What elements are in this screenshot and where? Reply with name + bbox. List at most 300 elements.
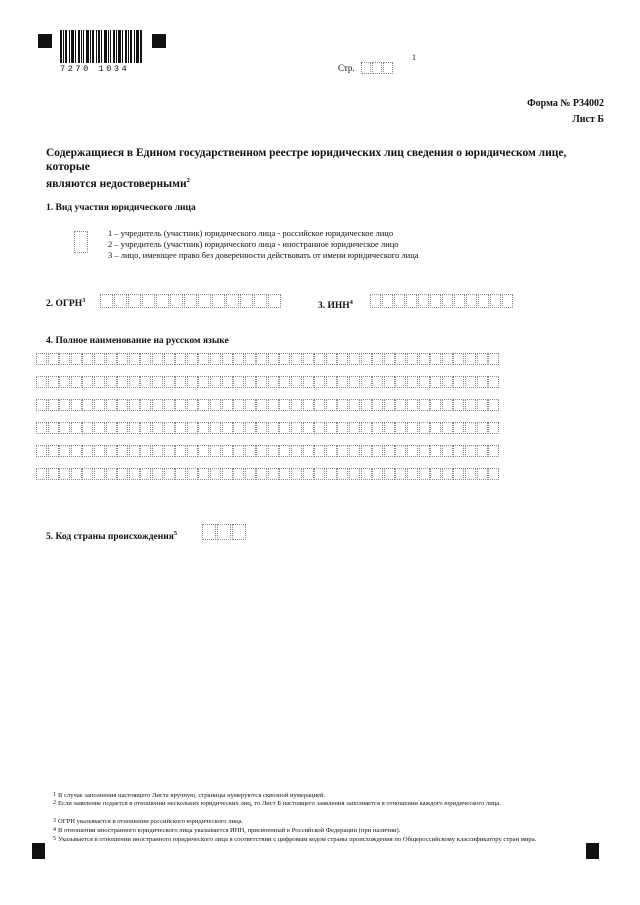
name-grid-cell[interactable]	[117, 422, 128, 434]
name-grid-cell[interactable]	[372, 376, 383, 388]
ogrn-cells[interactable]	[100, 294, 282, 308]
name-grid-cell[interactable]	[210, 445, 221, 457]
name-grid-cell[interactable]	[442, 445, 453, 457]
name-grid-cell[interactable]	[326, 422, 337, 434]
footnote-number: 5	[53, 836, 56, 842]
name-grid-cell[interactable]	[187, 399, 198, 411]
footnote	[53, 836, 588, 845]
name-grid-cell[interactable]	[465, 445, 476, 457]
name-grid-cell[interactable]	[187, 376, 198, 388]
name-grid-cell[interactable]	[384, 422, 395, 434]
inn-cell[interactable]	[406, 294, 417, 308]
name-grid-cell[interactable]	[407, 422, 418, 434]
name-grid-cell[interactable]	[187, 445, 198, 457]
inn-cell[interactable]	[454, 294, 465, 308]
ogrn-cell[interactable]	[184, 294, 197, 308]
ogrn-cell[interactable]	[198, 294, 211, 308]
name-grid-cell[interactable]	[268, 399, 279, 411]
name-grid-cell[interactable]	[349, 422, 360, 434]
country-code-cell[interactable]	[232, 524, 246, 540]
name-grid-cell[interactable]	[222, 422, 233, 434]
name-grid-cell[interactable]	[152, 422, 163, 434]
inn-cell[interactable]	[502, 294, 513, 308]
name-grid-cell[interactable]	[48, 445, 59, 457]
name-grid-cell[interactable]	[419, 422, 430, 434]
name-grid-cell[interactable]	[222, 468, 233, 480]
page-number-cells[interactable]	[361, 62, 394, 74]
name-grid-cell[interactable]	[268, 468, 279, 480]
ogrn-cell[interactable]	[100, 294, 113, 308]
name-grid-cell[interactable]	[198, 445, 209, 457]
name-grid-cell[interactable]	[82, 399, 93, 411]
name-grid-cell[interactable]	[140, 422, 151, 434]
name-grid-cell[interactable]	[268, 422, 279, 434]
name-grid-cell[interactable]	[233, 422, 244, 434]
registration-marker-bottom-right	[586, 843, 599, 859]
inn-cell[interactable]	[394, 294, 405, 308]
name-grid-row	[36, 353, 500, 365]
name-grid-cell[interactable]	[59, 422, 70, 434]
name-grid-cell[interactable]	[407, 468, 418, 480]
inn-cell[interactable]	[466, 294, 477, 308]
name-grid-cell[interactable]	[384, 399, 395, 411]
name-grid-cell[interactable]	[314, 399, 325, 411]
name-grid-cell[interactable]	[303, 422, 314, 434]
name-grid-cell[interactable]	[349, 399, 360, 411]
footnote-number: 4	[53, 827, 56, 833]
name-grid-cell[interactable]	[71, 468, 82, 480]
name-grid-cell[interactable]	[395, 422, 406, 434]
name-grid-cell[interactable]	[187, 353, 198, 365]
name-grid-cell[interactable]	[71, 422, 82, 434]
name-grid-cell[interactable]	[256, 422, 267, 434]
name-grid-cell[interactable]	[395, 353, 406, 365]
name-grid-cell[interactable]	[430, 399, 441, 411]
name-grid-cell[interactable]	[256, 445, 267, 457]
ogrn-cell[interactable]	[226, 294, 239, 308]
name-grid-cell[interactable]	[71, 353, 82, 365]
name-grid-cell[interactable]	[337, 353, 348, 365]
name-grid-cell[interactable]	[152, 468, 163, 480]
name-grid-cell[interactable]	[314, 376, 325, 388]
name-grid-cell[interactable]	[222, 376, 233, 388]
name-grid-cell[interactable]	[419, 445, 430, 457]
option-2: 2 – учредитель (участник) юридического лица - иностранное юридическое лицо	[108, 239, 399, 249]
name-grid-cell[interactable]	[36, 422, 47, 434]
section1-heading: 1. Вид участия юридического лица	[46, 203, 196, 213]
name-grid-cell[interactable]	[210, 399, 221, 411]
name-grid-cell[interactable]	[303, 376, 314, 388]
name-grid-cell[interactable]	[279, 376, 290, 388]
name-grid-cell[interactable]	[453, 468, 464, 480]
page-cell[interactable]	[372, 62, 382, 74]
ogrn-cell[interactable]	[268, 294, 281, 308]
name-grid-cell[interactable]	[245, 445, 256, 457]
name-grid-cell[interactable]	[291, 353, 302, 365]
ogrn-cell[interactable]	[170, 294, 183, 308]
name-grid-cell[interactable]	[245, 468, 256, 480]
ogrn-cell[interactable]	[114, 294, 127, 308]
name-grid-cell[interactable]	[71, 399, 82, 411]
name-grid-cell[interactable]	[140, 468, 151, 480]
page-label: Стр.	[338, 63, 355, 73]
name-grid-cell[interactable]	[222, 399, 233, 411]
name-grid-cell[interactable]	[175, 376, 186, 388]
name-grid-cell[interactable]	[94, 399, 105, 411]
name-grid-cell[interactable]	[372, 445, 383, 457]
name-grid-cell[interactable]	[488, 445, 499, 457]
name-grid-cell[interactable]	[326, 468, 337, 480]
country-code-label-wrap	[46, 530, 177, 542]
name-grid-cell[interactable]	[291, 468, 302, 480]
country-code-cell[interactable]	[217, 524, 231, 540]
ogrn-cell[interactable]	[128, 294, 141, 308]
name-grid-cell[interactable]	[117, 445, 128, 457]
name-grid-cell[interactable]	[442, 353, 453, 365]
name-grid-cell[interactable]	[175, 422, 186, 434]
name-grid-cell[interactable]	[279, 353, 290, 365]
name-grid-cell[interactable]	[314, 422, 325, 434]
name-grid-cell[interactable]	[175, 445, 186, 457]
name-grid-cell[interactable]	[488, 468, 499, 480]
name-grid-cell[interactable]	[152, 353, 163, 365]
name-grid-cell[interactable]	[326, 353, 337, 365]
page-cell[interactable]	[383, 62, 393, 74]
page-cell[interactable]	[361, 62, 371, 74]
name-grid-cell[interactable]	[222, 353, 233, 365]
name-grid-cell[interactable]	[279, 399, 290, 411]
name-grid-cell[interactable]	[291, 376, 302, 388]
name-grid-cell[interactable]	[488, 376, 499, 388]
name-grid-cell[interactable]	[59, 376, 70, 388]
name-grid-cell[interactable]	[349, 353, 360, 365]
name-grid-cell[interactable]	[361, 468, 372, 480]
name-grid-cell[interactable]	[198, 399, 209, 411]
name-grid-cell[interactable]	[465, 468, 476, 480]
name-grid-cell[interactable]	[419, 376, 430, 388]
name-grid-cell[interactable]	[395, 445, 406, 457]
name-grid-cell[interactable]	[477, 422, 488, 434]
name-grid-cell[interactable]	[465, 376, 476, 388]
name-grid-cell[interactable]	[164, 468, 175, 480]
name-grid-cell[interactable]	[175, 399, 186, 411]
name-grid-cell[interactable]	[430, 376, 441, 388]
form-name: Форма № Р34002	[527, 98, 604, 109]
name-grid-cell[interactable]	[361, 445, 372, 457]
name-grid-cell[interactable]	[94, 422, 105, 434]
name-grid-cell[interactable]	[395, 376, 406, 388]
name-grid-cell[interactable]	[361, 376, 372, 388]
name-grid-cell[interactable]	[349, 445, 360, 457]
name-grid-cell[interactable]	[152, 399, 163, 411]
name-grid-cell[interactable]	[140, 399, 151, 411]
inn-cells[interactable]	[370, 294, 514, 308]
name-grid-cell[interactable]	[326, 445, 337, 457]
name-grid-cell[interactable]	[106, 353, 117, 365]
name-grid-cell[interactable]	[233, 376, 244, 388]
country-code-cell[interactable]	[202, 524, 216, 540]
name-grid-cell[interactable]	[210, 422, 221, 434]
ogrn-footnote-mark: 3	[82, 297, 86, 304]
title-line-2: являются недостоверными	[46, 177, 187, 190]
name-grid-cell[interactable]	[384, 468, 395, 480]
name-grid-cell[interactable]	[430, 353, 441, 365]
name-grid-cell[interactable]	[140, 376, 151, 388]
name-grid-cell[interactable]	[279, 468, 290, 480]
name-grid-cell[interactable]	[36, 445, 47, 457]
name-grid-cell[interactable]	[140, 353, 151, 365]
participation-type-cell[interactable]	[74, 231, 89, 253]
ogrn-cell[interactable]	[254, 294, 267, 308]
name-grid-cell[interactable]	[152, 445, 163, 457]
name-grid-cell[interactable]	[106, 422, 117, 434]
name-grid-cell[interactable]	[117, 468, 128, 480]
name-grid-cell[interactable]	[48, 376, 59, 388]
name-grid-cell[interactable]	[36, 399, 47, 411]
name-grid-cell[interactable]	[256, 376, 267, 388]
name-grid-cell[interactable]	[453, 422, 464, 434]
name-grid-cell[interactable]	[477, 468, 488, 480]
name-grid-cell[interactable]	[430, 468, 441, 480]
name-grid-cell[interactable]	[129, 376, 140, 388]
name-grid-row	[36, 399, 500, 411]
name-grid-cell[interactable]	[48, 422, 59, 434]
name-grid-cell[interactable]	[198, 376, 209, 388]
name-grid-cell[interactable]	[210, 468, 221, 480]
name-grid-cell[interactable]	[36, 468, 47, 480]
name-grid-cell[interactable]	[407, 399, 418, 411]
name-grid-cell[interactable]	[419, 468, 430, 480]
name-grid-cell[interactable]	[117, 399, 128, 411]
name-grid-cell[interactable]	[291, 399, 302, 411]
name-grid-cell[interactable]	[164, 399, 175, 411]
name-grid-cell[interactable]	[477, 399, 488, 411]
name-grid-cell[interactable]	[303, 445, 314, 457]
name-grid-cell[interactable]	[233, 399, 244, 411]
title-line-1: Содержащиеся в Едином государственном реестре юридических лиц сведения о юридическом лице, которые	[46, 147, 567, 173]
footnote-text: Указывается в отношении иностранного юридического лица в соответствии с цифровым кодом страны происхождения по Общероссийскому классификатору стран мира.	[58, 836, 537, 843]
name-grid-cell[interactable]	[488, 422, 499, 434]
name-grid-cell[interactable]	[384, 445, 395, 457]
name-grid-cell[interactable]	[453, 376, 464, 388]
name-grid-cell[interactable]	[477, 376, 488, 388]
name-grid-cell[interactable]	[59, 399, 70, 411]
name-grid-cell[interactable]	[82, 353, 93, 365]
name-grid-cell[interactable]	[117, 353, 128, 365]
country-code-cells[interactable]	[202, 524, 247, 540]
name-grid-cell[interactable]	[372, 353, 383, 365]
name-grid-cell[interactable]	[349, 468, 360, 480]
name-grid-cell[interactable]	[152, 376, 163, 388]
name-grid-cell[interactable]	[82, 468, 93, 480]
name-grid-cell[interactable]	[430, 422, 441, 434]
name-grid-cell[interactable]	[106, 468, 117, 480]
name-grid-cell[interactable]	[164, 353, 175, 365]
name-grid-cell[interactable]	[256, 353, 267, 365]
footnote	[53, 800, 588, 809]
name-grid-cell[interactable]	[106, 399, 117, 411]
name-grid-cell[interactable]	[48, 353, 59, 365]
option-1: 1 – учредитель (участник) юридического лица - российское юридическое лицо	[108, 228, 394, 238]
name-grid-cell[interactable]	[279, 445, 290, 457]
ogrn-cell[interactable]	[156, 294, 169, 308]
name-grid-cell[interactable]	[129, 422, 140, 434]
ogrn-cell[interactable]	[240, 294, 253, 308]
name-grid-cell[interactable]	[361, 399, 372, 411]
name-grid-cell[interactable]	[407, 353, 418, 365]
name-grid-cell[interactable]	[233, 445, 244, 457]
inn-cell[interactable]	[478, 294, 489, 308]
name-grid-cell[interactable]	[71, 445, 82, 457]
page-number-field	[338, 62, 394, 74]
name-grid-cell[interactable]	[384, 353, 395, 365]
inn-cell[interactable]	[370, 294, 381, 308]
name-grid-cell[interactable]	[488, 399, 499, 411]
name-grid-cell[interactable]	[419, 353, 430, 365]
inn-footnote-mark: 4	[349, 299, 353, 306]
name-grid-cell[interactable]	[48, 399, 59, 411]
name-grid-cell[interactable]	[59, 353, 70, 365]
inn-cell[interactable]	[418, 294, 429, 308]
name-grid-cell[interactable]	[48, 468, 59, 480]
inn-cell[interactable]	[382, 294, 393, 308]
name-grid-cell[interactable]	[117, 376, 128, 388]
name-grid-cell[interactable]	[245, 399, 256, 411]
name-grid-cell[interactable]	[453, 445, 464, 457]
name-grid-cell[interactable]	[233, 468, 244, 480]
name-grid-cell[interactable]	[94, 468, 105, 480]
name-grid-cell[interactable]	[256, 468, 267, 480]
name-grid-cell[interactable]	[337, 445, 348, 457]
name-grid-cell[interactable]	[106, 376, 117, 388]
name-grid-cell[interactable]	[82, 376, 93, 388]
name-grid-cell[interactable]	[477, 353, 488, 365]
name-grid-cell[interactable]	[210, 353, 221, 365]
name-grid-cell[interactable]	[314, 468, 325, 480]
ogrn-cell[interactable]	[142, 294, 155, 308]
name-grid-cell[interactable]	[164, 422, 175, 434]
name-grid-cell[interactable]	[164, 445, 175, 457]
name-grid-cell[interactable]	[430, 445, 441, 457]
name-grid-cell[interactable]	[164, 376, 175, 388]
name-grid-cell[interactable]	[372, 422, 383, 434]
name-grid-cell[interactable]	[361, 353, 372, 365]
name-grid-cell[interactable]	[337, 422, 348, 434]
name-grid-cell[interactable]	[442, 422, 453, 434]
name-grid-cell[interactable]	[198, 353, 209, 365]
name-grid-cell[interactable]	[233, 353, 244, 365]
name-grid-cell[interactable]	[36, 376, 47, 388]
name-grid-cell[interactable]	[395, 399, 406, 411]
name-grid-cell[interactable]	[303, 353, 314, 365]
name-grid-cell[interactable]	[222, 445, 233, 457]
name-grid-cell[interactable]	[384, 376, 395, 388]
name-grid-cell[interactable]	[82, 422, 93, 434]
name-grid-cell[interactable]	[245, 353, 256, 365]
name-grid-cell[interactable]	[106, 445, 117, 457]
name-grid-cell[interactable]	[349, 376, 360, 388]
name-grid-cell[interactable]	[129, 353, 140, 365]
name-grid-cell[interactable]	[268, 445, 279, 457]
name-grid-cell[interactable]	[198, 422, 209, 434]
title-footnote-mark: 2	[186, 177, 190, 184]
inn-cell[interactable]	[490, 294, 501, 308]
name-grid-cell[interactable]	[175, 468, 186, 480]
name-grid-cell[interactable]	[372, 468, 383, 480]
name-grid-cell[interactable]	[453, 399, 464, 411]
inn-cell[interactable]	[442, 294, 453, 308]
name-grid-cell[interactable]	[465, 399, 476, 411]
name-grid-cell[interactable]	[477, 445, 488, 457]
registration-marker-top-right	[152, 34, 166, 48]
inn-cell[interactable]	[430, 294, 441, 308]
name-grid-cell[interactable]	[279, 422, 290, 434]
name-grid-cell[interactable]	[314, 445, 325, 457]
name-grid-cell[interactable]	[326, 399, 337, 411]
name-grid-cell[interactable]	[59, 445, 70, 457]
name-grid-cell[interactable]	[94, 445, 105, 457]
country-code-label: 5. Код страны происхождения	[46, 532, 174, 543]
name-grid-cell[interactable]	[82, 445, 93, 457]
name-grid-cell[interactable]	[291, 445, 302, 457]
name-grid-cell[interactable]	[94, 376, 105, 388]
name-grid-cell[interactable]	[187, 422, 198, 434]
name-grid-cell[interactable]	[314, 353, 325, 365]
name-grid-cell[interactable]	[268, 376, 279, 388]
name-grid-cell[interactable]	[303, 399, 314, 411]
name-grid-cell[interactable]	[407, 376, 418, 388]
name-grid-cell[interactable]	[268, 353, 279, 365]
name-grid-cell[interactable]	[129, 468, 140, 480]
ogrn-cell[interactable]	[212, 294, 225, 308]
name-grid-cell[interactable]	[337, 399, 348, 411]
name-grid-cell[interactable]	[256, 399, 267, 411]
name-grid-cell[interactable]	[71, 376, 82, 388]
name-grid-cell[interactable]	[129, 399, 140, 411]
name-grid-cell[interactable]	[303, 468, 314, 480]
footnote-number: 1	[53, 792, 56, 798]
name-grid-cell[interactable]	[94, 353, 105, 365]
name-grid-cell[interactable]	[337, 468, 348, 480]
name-grid-cell[interactable]	[175, 353, 186, 365]
name-grid-cell[interactable]	[465, 353, 476, 365]
name-grid-cell[interactable]	[407, 445, 418, 457]
name-grid-cell[interactable]	[187, 468, 198, 480]
name-grid-cell[interactable]	[442, 376, 453, 388]
name-grid-cell[interactable]	[337, 376, 348, 388]
name-grid-cell[interactable]	[129, 445, 140, 457]
name-grid-cell[interactable]	[36, 353, 47, 365]
name-grid-cell[interactable]	[198, 468, 209, 480]
name-grid-cell[interactable]	[442, 468, 453, 480]
name-grid-cell[interactable]	[361, 422, 372, 434]
name-grid-cell[interactable]	[465, 422, 476, 434]
name-grid-cell[interactable]	[419, 399, 430, 411]
name-grid-cell[interactable]	[245, 422, 256, 434]
name-grid-cell[interactable]	[372, 399, 383, 411]
name-grid-cell[interactable]	[140, 445, 151, 457]
name-grid-cell[interactable]	[488, 353, 499, 365]
name-grid-row	[36, 468, 500, 480]
name-grid-cell[interactable]	[59, 468, 70, 480]
name-grid-cell[interactable]	[453, 353, 464, 365]
name-grid-cell[interactable]	[210, 376, 221, 388]
name-grid-cell[interactable]	[326, 376, 337, 388]
name-grid-cell[interactable]	[442, 399, 453, 411]
name-grid-cell[interactable]	[395, 468, 406, 480]
name-grid-cell[interactable]	[245, 376, 256, 388]
name-grid-cell[interactable]	[291, 422, 302, 434]
